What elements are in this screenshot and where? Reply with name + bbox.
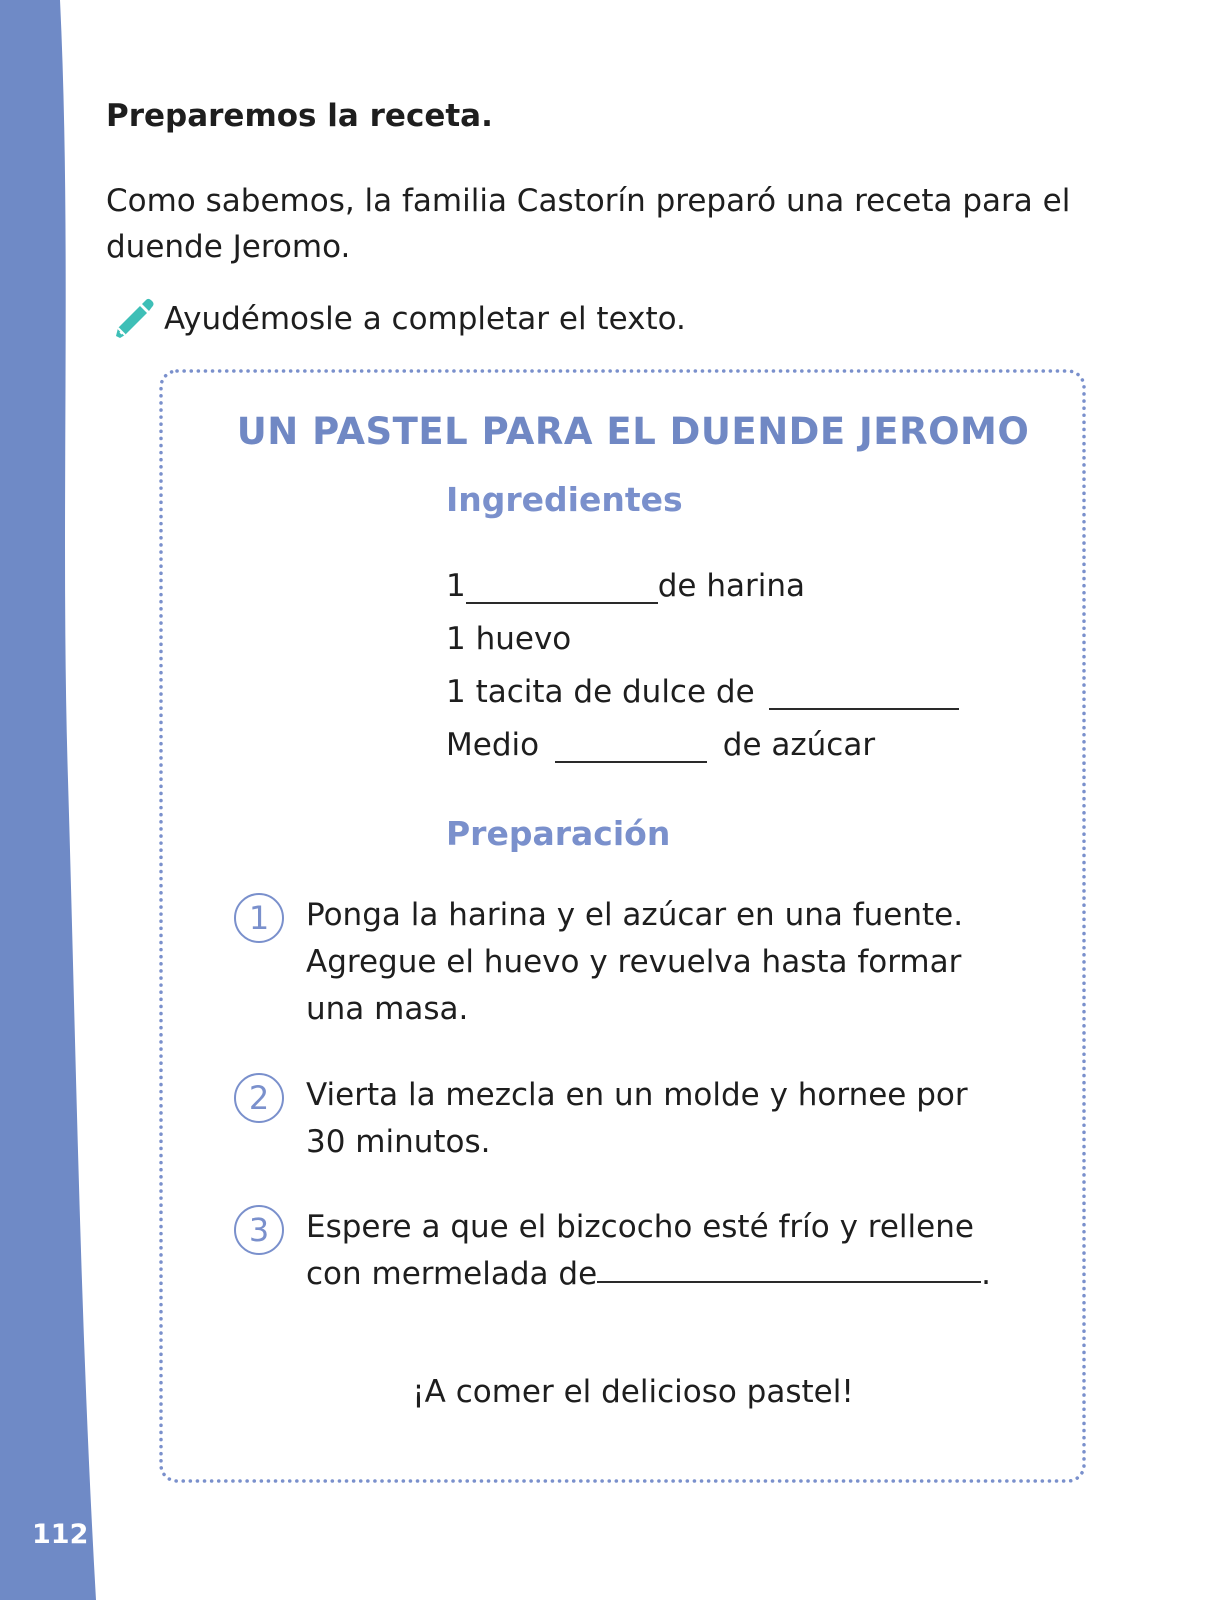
ingredients-heading: Ingredientes <box>446 480 683 519</box>
dulce-flavor-blank[interactable] <box>769 674 959 710</box>
step-number-badge: 1 <box>234 893 284 943</box>
step-number-badge: 2 <box>234 1073 284 1123</box>
intro-paragraph: Como sabemos, la familia Castorín preparó una receta para el duende Jeromo. <box>106 183 1071 265</box>
recipe-title: UN PASTEL PARA EL DUENDE JEROMO <box>236 410 1030 453</box>
ingredient-dulce: 1 tacita de dulce de <box>446 674 959 727</box>
sugar-amount-blank[interactable] <box>555 727 707 763</box>
ingredient-flour: 1 de harina <box>446 568 805 604</box>
step-text: Vierta la mezcla en un molde y hornee por 30 minutos. <box>306 1077 968 1160</box>
instruction-text: Ayudémosle a completar el texto. <box>164 301 686 337</box>
ingredients-list <box>446 568 959 780</box>
step-number-badge: 3 <box>234 1205 284 1255</box>
section-heading: Preparemos la receta. <box>106 98 493 134</box>
side-band <box>0 0 100 1600</box>
pencil-icon <box>112 298 154 340</box>
jam-flavor-blank[interactable] <box>597 1251 981 1283</box>
step-2 <box>234 1072 1006 1166</box>
step-text: Ponga la harina y el azúcar en una fuente. Agregue el huevo y revuelva hasta formar una masa. <box>306 897 964 1027</box>
closing-line: ¡A comer el delicioso pastel! <box>412 1374 854 1410</box>
instruction <box>112 298 686 340</box>
ingredient-egg: 1 huevo <box>446 621 572 657</box>
recipe-box <box>158 368 1108 1484</box>
flour-amount-blank[interactable] <box>466 568 658 604</box>
preparation-heading: Preparación <box>446 814 671 853</box>
ingredient-sugar: Medio de azúcar <box>446 727 876 763</box>
step-text: Espere a que el bizcocho esté frío y rellene con mermelada de . <box>306 1209 991 1292</box>
step-1 <box>234 892 1006 1033</box>
page-number: 112 <box>32 1519 89 1550</box>
step-3 <box>234 1204 1006 1298</box>
